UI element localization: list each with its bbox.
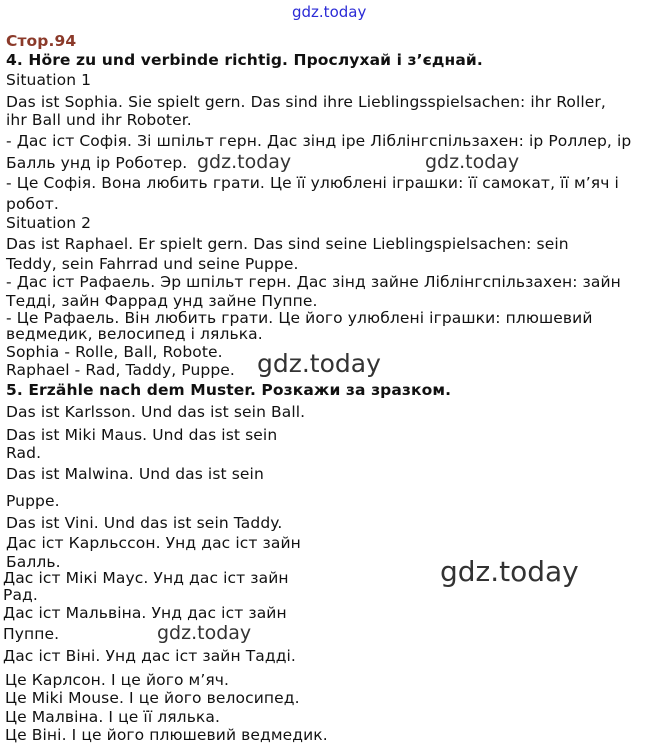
task5-translation-line: Це Карлсон. І це його м’яч. (5, 671, 230, 689)
task5-transcription-line: Пуппе. (3, 625, 60, 643)
situation1-translation-line: - Це Софія. Вона любить грати. Це її улюблені іграшки: її самокат, її м’яч і (6, 174, 619, 192)
task5-translation-line: Це Віні. І це його плюшевий ведмедик. (5, 726, 328, 744)
situation2-translation-line: ведмедик, велосипед і лялька. (6, 325, 263, 343)
situation1-transcription-line: - Дас іст Софія. Зі шпільт герн. Дас зінд іре Ліблінгспільзахен: ір Роллер, ір (6, 132, 632, 150)
task5-translation-line: Це Малвіна. І це її лялька. (5, 708, 221, 726)
situation2-transcription-line: Тедді, зайн Фаррад унд зайне Пуппе. (6, 292, 318, 310)
task5-transcription-line: Рад. (3, 586, 38, 604)
situation2-transcription-line: - Дас іст Рафаель. Эр шпільт герн. Дас зінд зайне Ліблінгспільзахен: зайн (6, 273, 621, 291)
task5-transcription-line: Дас іст Віні. Унд дас іст зайн Тадді. (3, 647, 296, 665)
watermark: gdz.today (157, 622, 252, 644)
task5-german-line: Das ist Karlsson. Und das ist sein Ball. (6, 403, 306, 421)
task5-transcription-line: Балль. (6, 553, 61, 571)
task5-german-line: Rad. (6, 444, 42, 462)
answer-line: Sophia - Rolle, Ball, Robote. (6, 343, 223, 361)
task5-german-line: Das ist Miki Maus. Und das ist sein (6, 426, 278, 444)
watermark: gdz.today (292, 3, 367, 21)
task5-transcription-line: Дас іст Мікі Маус. Унд дас іст зайн (3, 569, 289, 587)
situation2-translation-line: - Це Рафаель. Він любить грати. Це його улюблені іграшки: плюшевий (6, 309, 593, 327)
task5-german-line: Puppe. (6, 492, 60, 510)
task5-transcription-line: Дас іст Мальвіна. Унд дас іст зайн (3, 604, 287, 622)
watermark: gdz.today (257, 349, 381, 378)
task5-translation-line: Це Miki Mouse. І це його велосипед. (5, 689, 300, 707)
situation1-german-line: ihr Ball und ihr Roboter. (6, 111, 192, 129)
page-label: Стор.94 (6, 32, 77, 50)
situation1-translation-line: робот. (6, 195, 59, 213)
watermark: gdz.today (440, 555, 579, 588)
task5-heading: 5. Erzähle nach dem Muster. Розкажи за зразком. (6, 381, 452, 399)
task5-transcription-line: Дас іст Карльссон. Унд дас іст зайн (6, 534, 301, 552)
watermark: gdz.today (425, 151, 520, 173)
situation1-label: Situation 1 (6, 71, 92, 89)
situation2-german-line: Teddy, sein Fahrrad und seine Puppe. (6, 255, 299, 273)
situation1-german-line: Das ist Sophia. Sie spielt gern. Das sind ihre Lieblingsspielsachen: ihr Roller, (6, 93, 606, 111)
task5-german-line: Das ist Vini. Und das ist sein Taddy. (6, 514, 283, 532)
answer-line: Raphael - Rad, Taddy, Puppe. (6, 361, 235, 379)
watermark: gdz.today (197, 151, 292, 173)
situation1-transcription-line: Балль унд ір Роботер. (6, 154, 188, 172)
task4-heading: 4. Höre zu und verbinde richtig. Прослухай і з’єднай. (6, 51, 483, 69)
situation2-german-line: Das ist Raphael. Er spielt gern. Das sind seine Lieblingspielsachen: sein (6, 235, 569, 253)
situation2-label: Situation 2 (6, 214, 92, 232)
task5-german-line: Das ist Malwina. Und das ist sein (6, 465, 264, 483)
